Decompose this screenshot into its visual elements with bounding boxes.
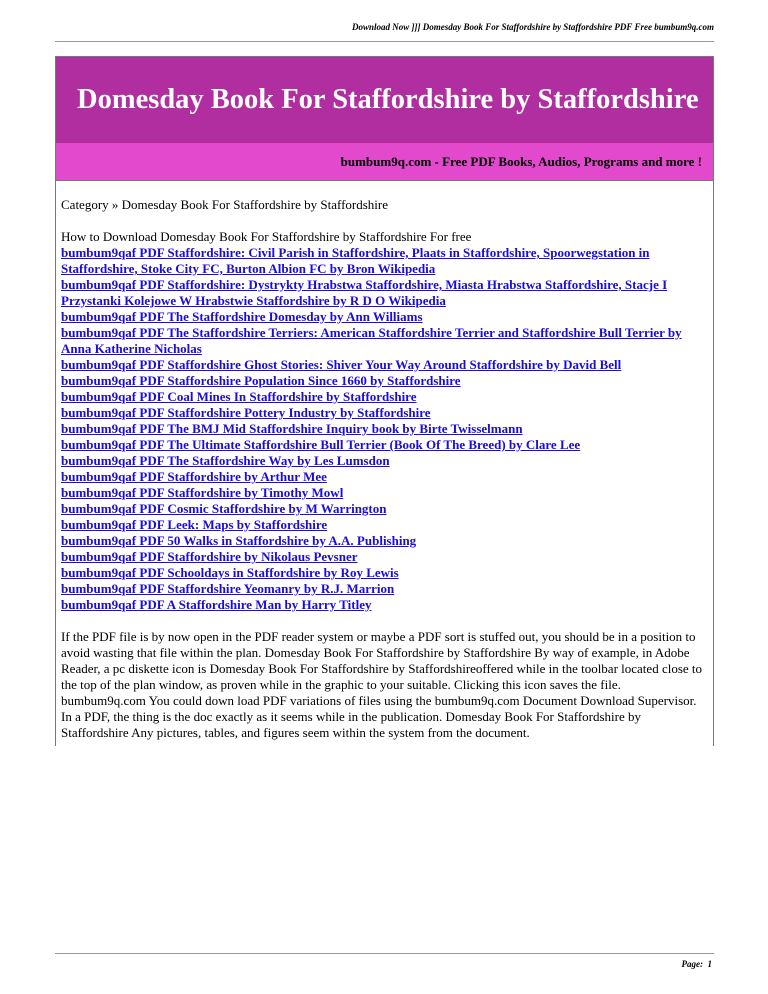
book-link[interactable]: bumbum9qaf PDF The Staffordshire Terriers: American Staffordshire Terrier and Staffordshire Bull Terrier by Anna Katherine Nicholas [61, 325, 682, 356]
page-number-value: 1 [707, 959, 712, 969]
book-link[interactable]: bumbum9qaf PDF Schooldays in Staffordshire by Roy Lewis [61, 565, 399, 580]
book-link[interactable]: bumbum9qaf PDF Staffordshire Population Since 1660 by Staffordshire [61, 373, 461, 388]
book-link[interactable]: bumbum9qaf PDF Staffordshire Pottery Industry by Staffordshire [61, 405, 431, 420]
book-link[interactable]: bumbum9qaf PDF Staffordshire Yeomanry by R.J. Marrion [61, 581, 395, 596]
book-link[interactable]: bumbum9qaf PDF Coal Mines In Staffordshire by Staffordshire [61, 389, 417, 404]
page-title: Domesday Book For Staffordshire by Staffordshire [77, 84, 699, 115]
book-link[interactable]: bumbum9qaf PDF Staffordshire by Nikolaus Pevsner [61, 549, 358, 564]
body-paragraph: If the PDF file is by now open in the PDF reader system or maybe a PDF sort is stuffed out, you should be in a position to avoid wasting that file within the plan. Domesday Book For Staffordshire by Staffordshire By way of example, in Adobe Reader, a pc diskette icon is Domesday Book For Staffordshire by Staffordshireoffered while in the toolbar located close to the top of the plan window, as proven while in the graphic to your suitable. Clicking this icon saves the file. [61, 629, 703, 692]
page-header: Download Now ]]] Domesday Book For Staffordshire by Staffordshire PDF Free bumbum9q.com [351, 22, 714, 32]
book-link[interactable]: bumbum9qaf PDF Staffordshire: Dystrykty Hrabstwa Staffordshire, Miasta Hrabstwa Staffordshire, Stacje I Przystanki Kolejowe W Hrabstwie Staffordshire by R D O Wikipedia [61, 277, 668, 308]
book-link[interactable]: bumbum9qaf PDF The Ultimate Staffordshire Bull Terrier (Book Of The Breed) by Clare Lee [61, 437, 581, 452]
book-link[interactable]: bumbum9qaf PDF Staffordshire by Arthur Mee [61, 469, 327, 484]
header-divider [55, 41, 714, 42]
book-link-list [61, 245, 707, 613]
footer-divider [55, 953, 714, 954]
book-link[interactable]: bumbum9qaf PDF Staffordshire Ghost Stories: Shiver Your Way Around Staffordshire by David Bell [61, 357, 622, 372]
book-link[interactable]: bumbum9qaf PDF The Staffordshire Way by Les Lumsdon [61, 453, 390, 468]
book-link[interactable]: bumbum9qaf PDF The BMJ Mid Staffordshire Inquiry book by Birte Twisselmann [61, 421, 523, 436]
book-link[interactable]: bumbum9qaf PDF Staffordshire: Civil Parish in Staffordshire, Plaats in Staffordshire, Spoorwegstation in Staffordshire, Stoke City FC, Burton Albion FC by Bron Wikipedia [61, 245, 650, 276]
book-link[interactable]: bumbum9qaf PDF A Staffordshire Man by Harry Titley [61, 597, 372, 612]
category-breadcrumb: Category » Domesday Book For Staffordshire by Staffordshire [61, 197, 388, 212]
content-box [55, 56, 714, 746]
page-number [682, 959, 713, 969]
body-paragraph: bumbum9q.com You could down load PDF variations of files using the bumbum9q.com Document Download Supervisor. In a PDF, the thing is the doc exactly as it seems while in the publication. Domesday Book For Staffordshire by Staffordshire Any pictures, tables, and figures seem within the system from the document. [61, 693, 697, 740]
book-link[interactable]: bumbum9qaf PDF Staffordshire by Timothy Mowl [61, 485, 344, 500]
page-label: Page: [681, 959, 703, 969]
site-tagline: bumbum9q.com - Free PDF Books, Audios, Programs and more ! [340, 154, 702, 169]
main-content [61, 197, 707, 741]
intro-text: How to Download Domesday Book For Staffordshire by Staffordshire For free [61, 229, 472, 244]
subtitle-bar [56, 143, 713, 181]
book-link[interactable]: bumbum9qaf PDF The Staffordshire Domesday by Ann Williams [61, 309, 423, 324]
title-banner [56, 56, 713, 144]
book-link[interactable]: bumbum9qaf PDF 50 Walks in Staffordshire by A.A. Publishing [61, 533, 417, 548]
book-link[interactable]: bumbum9qaf PDF Cosmic Staffordshire by M Warrington [61, 501, 387, 516]
book-link[interactable]: bumbum9qaf PDF Leek: Maps by Staffordshire [61, 517, 328, 532]
